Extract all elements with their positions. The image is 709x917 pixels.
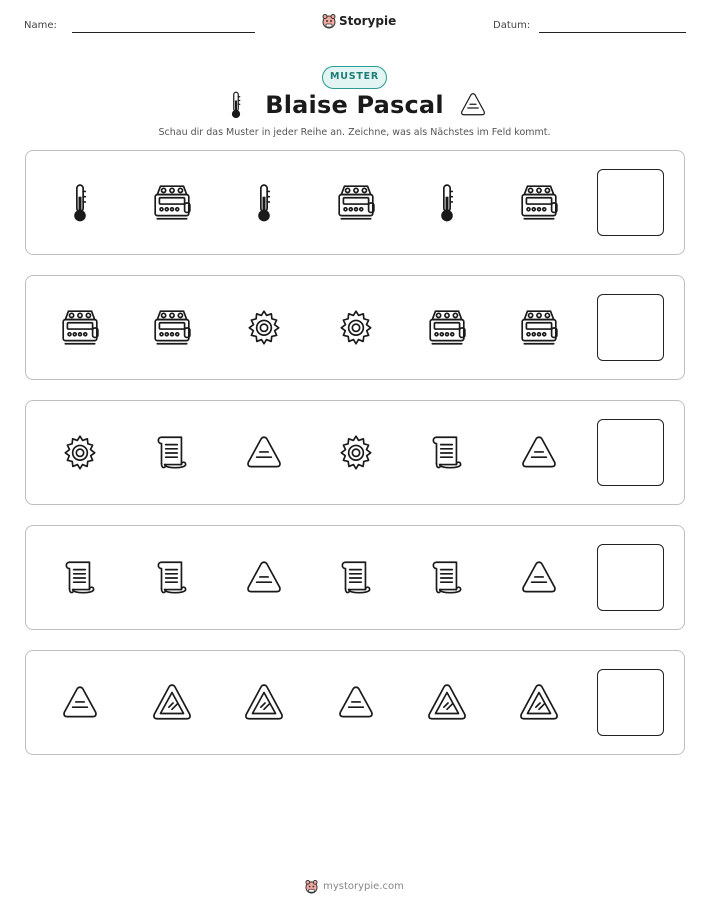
triangle-icon	[331, 651, 381, 754]
calculator-icon	[514, 276, 564, 379]
thermometer-icon	[55, 151, 105, 254]
pattern-row-2	[25, 275, 685, 380]
footer-url: mystorypie.com	[323, 881, 404, 892]
scroll-icon	[331, 526, 381, 629]
answer-box[interactable]	[597, 544, 664, 611]
footer	[0, 879, 709, 894]
gear-icon	[239, 276, 289, 379]
thermometer-icon	[221, 90, 251, 120]
name-line[interactable]	[72, 32, 255, 33]
warning-triangle-icon	[147, 651, 197, 754]
calculator-icon	[147, 151, 197, 254]
scroll-icon	[147, 401, 197, 504]
calculator-icon	[147, 276, 197, 379]
warning-triangle-icon	[422, 651, 472, 754]
scroll-icon	[147, 526, 197, 629]
pattern-row-1	[25, 150, 685, 255]
triangle-icon	[239, 401, 289, 504]
warning-triangle-icon	[239, 651, 289, 754]
brand-logo	[322, 13, 396, 29]
gear-icon	[331, 401, 381, 504]
answer-box[interactable]	[597, 294, 664, 361]
date-label: Datum:	[493, 20, 531, 31]
answer-box[interactable]	[597, 169, 664, 236]
triangle-icon	[55, 651, 105, 754]
page-title: Blaise Pascal	[265, 91, 444, 119]
calculator-icon	[331, 151, 381, 254]
thermometer-icon	[422, 151, 472, 254]
pattern-row-4	[25, 525, 685, 630]
pattern-row-5	[25, 650, 685, 755]
triangle-icon	[514, 401, 564, 504]
thermometer-icon	[239, 151, 289, 254]
triangle-icon	[239, 526, 289, 629]
brand-name: Storypie	[339, 14, 397, 28]
answer-box[interactable]	[597, 669, 664, 736]
answer-box[interactable]	[597, 419, 664, 486]
scroll-icon	[422, 401, 472, 504]
pattern-row-3	[25, 400, 685, 505]
calculator-icon	[422, 276, 472, 379]
calculator-icon	[55, 276, 105, 379]
storypie-mascot-icon	[305, 879, 318, 894]
instruction-text: Schau dir das Muster in jeder Reihe an. Zeichne, was als Nächstes im Feld kommt.	[158, 127, 551, 138]
date-line[interactable]	[539, 32, 686, 33]
warning-triangle-icon	[514, 651, 564, 754]
calculator-icon	[514, 151, 564, 254]
triangle-icon	[514, 526, 564, 629]
title-row	[0, 90, 709, 120]
scroll-icon	[422, 526, 472, 629]
triangle-icon	[458, 90, 488, 120]
scroll-icon	[55, 526, 105, 629]
storypie-mascot-icon	[322, 13, 336, 29]
gear-icon	[55, 401, 105, 504]
worksheet-type-badge: MUSTER	[322, 66, 387, 89]
name-label: Name:	[24, 20, 57, 31]
gear-icon	[331, 276, 381, 379]
